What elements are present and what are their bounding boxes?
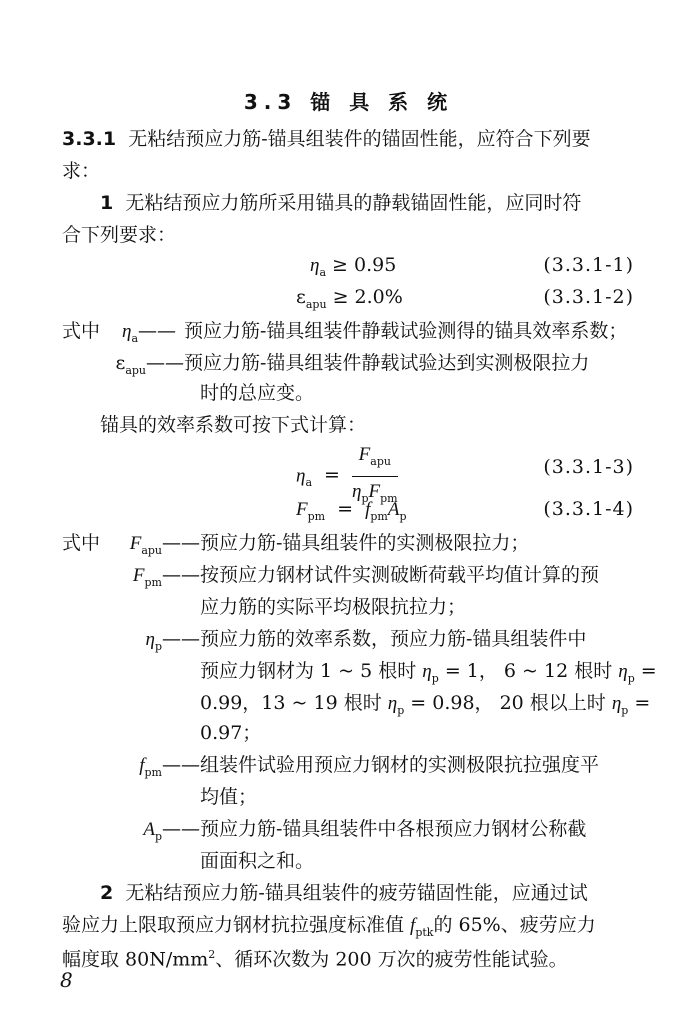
eq3-denominator: $\eta_pF_{pm}$ (352, 480, 398, 505)
def-eta-a-symbol: $\eta_a——$ (122, 320, 176, 345)
def-a-p-text1: 预应力筋-锚具组装件中各根预应力钢材公称截 (200, 818, 587, 840)
def-eta-p-text3: 0.99，13 ~ 19 根时 $\eta_p = 0.98$， 20 根以上时 $\eta_p$ = (200, 692, 651, 717)
def-f-apu-text: 预应力筋-锚具组装件的实测极限拉力； (200, 532, 530, 554)
item2-line2: 验应力上限取预应力钢材抗拉强度标准值 $f_{ptk}$的 65%、疲劳应力 (62, 914, 596, 939)
equation-3-3-1-4: $F_{pm} = f_{pm}A_p$ (296, 498, 407, 523)
def-f-pm-lower-symbol: $f_{pm}——$ (139, 754, 200, 779)
section-title: 3.3 锚 具 系 统 (243, 90, 454, 114)
item1-text-line1: 无粘结预应力筋所采用锚具的静载锚固性能，应同时符 (125, 192, 582, 214)
def-eta-p-text1: 预应力筋的效率系数，预应力筋-锚具组装件中 (200, 628, 587, 650)
def-f-pm-symbol: $F_{pm}——$ (132, 564, 200, 589)
where-label-2: 式中 (62, 532, 101, 554)
item1-line2: 合下列要求： (62, 224, 177, 246)
equation-3-3-1-3: $\eta_a$ = $\frac{F_{apu}}{\eta_pF_{pm}}$ (296, 442, 398, 511)
def-eta-p-symbol: $\eta_p——$ (145, 628, 200, 653)
def-eta-a-text: 预应力筋-锚具组装件静载试验测得的锚具效率系数； (184, 320, 628, 342)
def-eta-p-text2: 预应力钢材为 1 ~ 5 根时 $\eta_p = 1$， 6 ~ 12 根时 $\eta_p$ = (200, 660, 657, 685)
page-number: 8 (60, 968, 73, 992)
eq4-number: (3.3.1-4) (543, 498, 634, 520)
def-epsilon-apu-symbol: $\varepsilon_{apu}——$ (115, 352, 184, 377)
item2-line1: 2 无粘结预应力筋-锚具组装件的疲劳锚固性能，应通过试 (100, 882, 588, 904)
item2-line3: 幅度取 $80N/mm^2$、循环次数为 200 万次的疲劳性能试验。 (62, 948, 568, 971)
def-f-pm-lower-text1: 组装件试验用预应力钢材的实测极限抗拉强度平 (200, 754, 600, 776)
eq3-number: (3.3.1-3) (543, 456, 634, 478)
equation-3-3-1-2 (296, 284, 403, 318)
efficiency-intro: 锚具的效率系数可按下式计算： (100, 414, 367, 436)
clause-text-line1: 无粘结预应力筋-锚具组装件的锚固性能，应符合下列要 (128, 128, 591, 150)
item1-line1 (100, 190, 581, 216)
def-f-pm-text1: 按预应力钢材试件实测破断荷载平均值计算的预 (200, 564, 600, 586)
eq1-lhs: η (310, 255, 320, 276)
def-epsilon-apu-text: 预应力筋-锚具组装件静载试验达到实测极限拉力 (184, 352, 590, 374)
def-f-pm-text2: 应力筋的实际平均极限抗拉力； (200, 596, 467, 618)
eq2-relation: ≥ 2.0% (332, 286, 403, 308)
eq3-numerator: $F_{apu}$ (352, 442, 398, 477)
where-label-1: 式中 (62, 320, 101, 342)
clause-3-3-1-line2: 求： (62, 160, 101, 182)
def-a-p-symbol: $A_p——$ (143, 818, 200, 843)
eq2-lhs-sub: apu (305, 297, 327, 311)
eq1-number: (3.3.1-1) (543, 254, 634, 276)
eq2-number: (3.3.1-2) (543, 286, 634, 308)
def-f-apu-symbol: $F_{apu}——$ (129, 532, 200, 557)
item2-number: 2 (100, 882, 114, 904)
def-eta-p-text4: 0.97； (200, 722, 262, 744)
eq2-lhs: ε (296, 286, 306, 308)
def-a-p-text2: 面面积之和。 (200, 850, 315, 872)
def-f-pm-lower-text2: 均值； (200, 786, 258, 808)
clause-number: 3.3.1 (62, 128, 117, 150)
equation-3-3-1-1 (310, 252, 396, 286)
eq1-lhs-sub: a (319, 265, 326, 279)
eq1-relation: ≥ 0.95 (332, 254, 397, 276)
def-epsilon-apu-text2: 时的总应变。 (200, 382, 315, 404)
clause-3-3-1-line1 (62, 126, 591, 152)
item1-number: 1 (100, 192, 114, 214)
